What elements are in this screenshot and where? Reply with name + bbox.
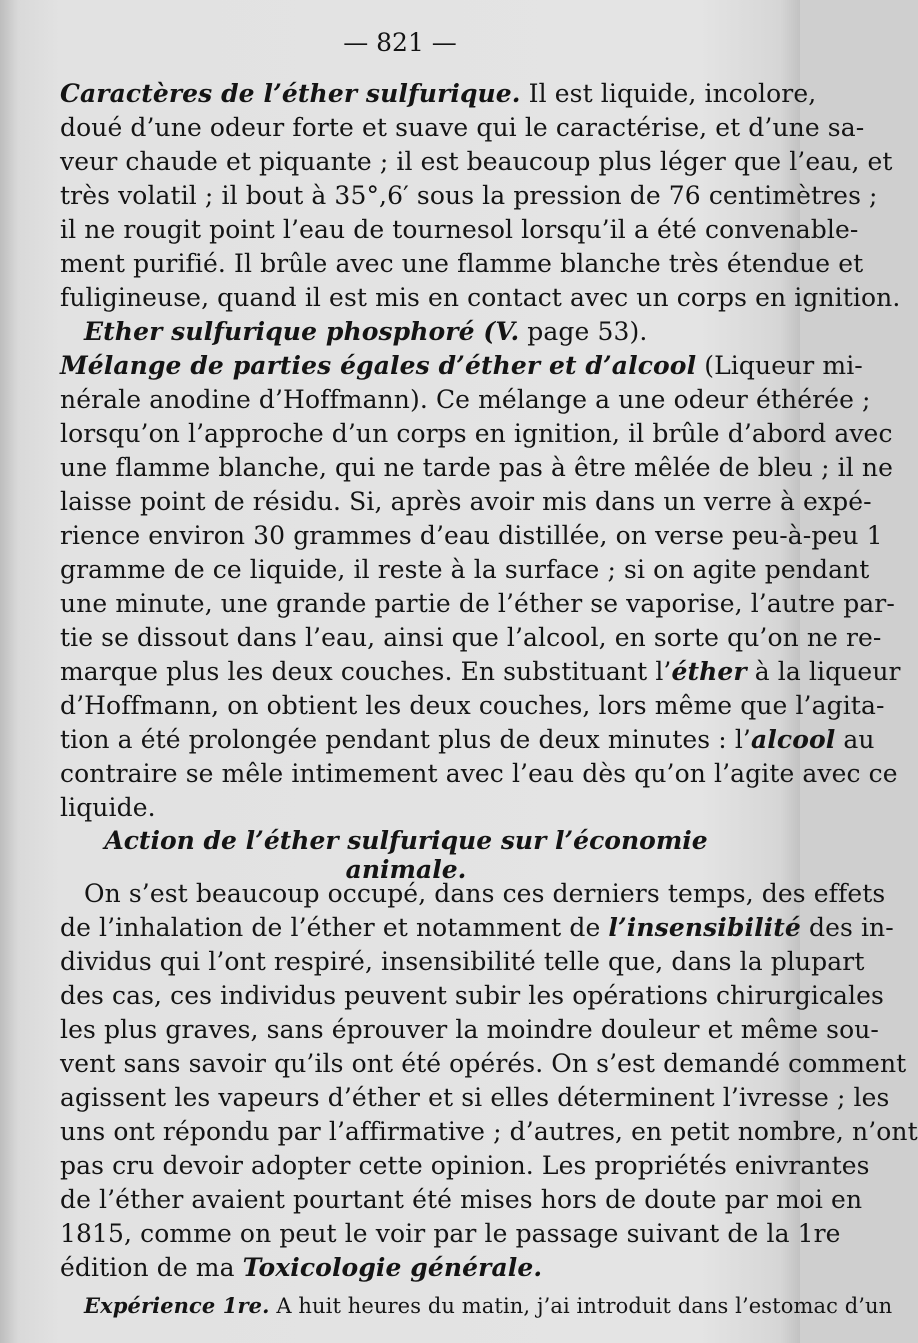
text-line: agissent les vapeurs d’éther et si elles déterminent l’ivresse ; les xyxy=(60,1083,890,1112)
section-heading: Action de l’éther sulfurique sur l’économie animale. xyxy=(104,826,708,884)
text-line: dividus qui l’ont respiré, insensibilité telle que, dans la plupart xyxy=(60,947,865,976)
text-line: tion a été prolongée pendant plus de deux minutes : l’alcool au xyxy=(60,725,875,754)
text-line: rience environ 30 grammes d’eau distillée, on verse peu-à-peu 1 xyxy=(60,521,883,550)
page-number: — 821 — xyxy=(343,28,457,57)
text-line: pas cru devoir adopter cette opinion. Les propriétés enivrantes xyxy=(60,1151,870,1180)
text-line: de l’inhalation de l’éther et notamment de l’insensibilité des in- xyxy=(60,913,894,942)
text-line: les plus graves, sans éprouver la moindre douleur et même sou- xyxy=(60,1015,879,1044)
text-line: Expérience 1re. A huit heures du matin, j’ai introduit dans l’estomac d’un xyxy=(84,1293,893,1318)
text-line: doué d’une odeur forte et suave qui le caractérise, et d’une sa- xyxy=(60,113,865,142)
text-line: liquide. xyxy=(60,793,156,822)
text-line: laisse point de résidu. Si, après avoir mis dans un verre à expé- xyxy=(60,487,872,516)
text-line: édition de ma Toxicologie générale. xyxy=(60,1253,543,1282)
text-line: une flamme blanche, qui ne tarde pas à être mêlée de bleu ; il ne xyxy=(60,453,893,482)
text-line: nérale anodine d’Hoffmann). Ce mélange a une odeur éthérée ; xyxy=(60,385,871,414)
text-line: tie se dissout dans l’eau, ainsi que l’alcool, en sorte qu’on ne re- xyxy=(60,623,882,652)
text-line: des cas, ces individus peuvent subir les opérations chirurgicales xyxy=(60,981,884,1010)
text-line: 1815, comme on peut le voir par le passage suivant de la 1re xyxy=(60,1219,841,1248)
text-line: très volatil ; il bout à 35°,6′ sous la pression de 76 centimètres ; xyxy=(60,181,878,210)
text-line: Mélange de parties égales d’éther et d’alcool (Liqueur mi- xyxy=(60,351,863,380)
text-line: vent sans savoir qu’ils ont été opérés. On s’est demandé comment xyxy=(60,1049,907,1078)
text-line: de l’éther avaient pourtant été mises hors de doute par moi en xyxy=(60,1185,863,1214)
text-line: marque plus les deux couches. En substituant l’éther à la liqueur xyxy=(60,657,901,686)
text-line: On s’est beaucoup occupé, dans ces derniers temps, des effets xyxy=(84,879,886,908)
text-line: Ether sulfurique phosphoré (V. page 53). xyxy=(84,317,648,346)
text-line: gramme de ce liquide, il reste à la surface ; si on agite pendant xyxy=(60,555,870,584)
text-line: ment purifié. Il brûle avec une flamme blanche très étendue et xyxy=(60,249,864,278)
text-line: fuligineuse, quand il est mis en contact avec un corps en ignition. xyxy=(60,283,901,312)
text-line: uns ont répondu par l’affirmative ; d’autres, en petit nombre, n’ont xyxy=(60,1117,918,1146)
text-line: une minute, une grande partie de l’éther se vaporise, l’autre par- xyxy=(60,589,895,618)
text-line: contraire se mêle intimement avec l’eau dès qu’on l’agite avec ce xyxy=(60,759,898,788)
text-line: il ne rougit point l’eau de tournesol lorsqu’il a été convenable- xyxy=(60,215,859,244)
text-line: lorsqu’on l’approche d’un corps en ignition, il brûle d’abord avec xyxy=(60,419,893,448)
text-line: Caractères de l’éther sulfurique. Il est liquide, incolore, xyxy=(60,79,817,108)
text-line: d’Hoffmann, on obtient les deux couches, lors même que l’agita- xyxy=(60,691,885,720)
text-line: veur chaude et piquante ; il est beaucoup plus léger que l’eau, et xyxy=(60,147,893,176)
